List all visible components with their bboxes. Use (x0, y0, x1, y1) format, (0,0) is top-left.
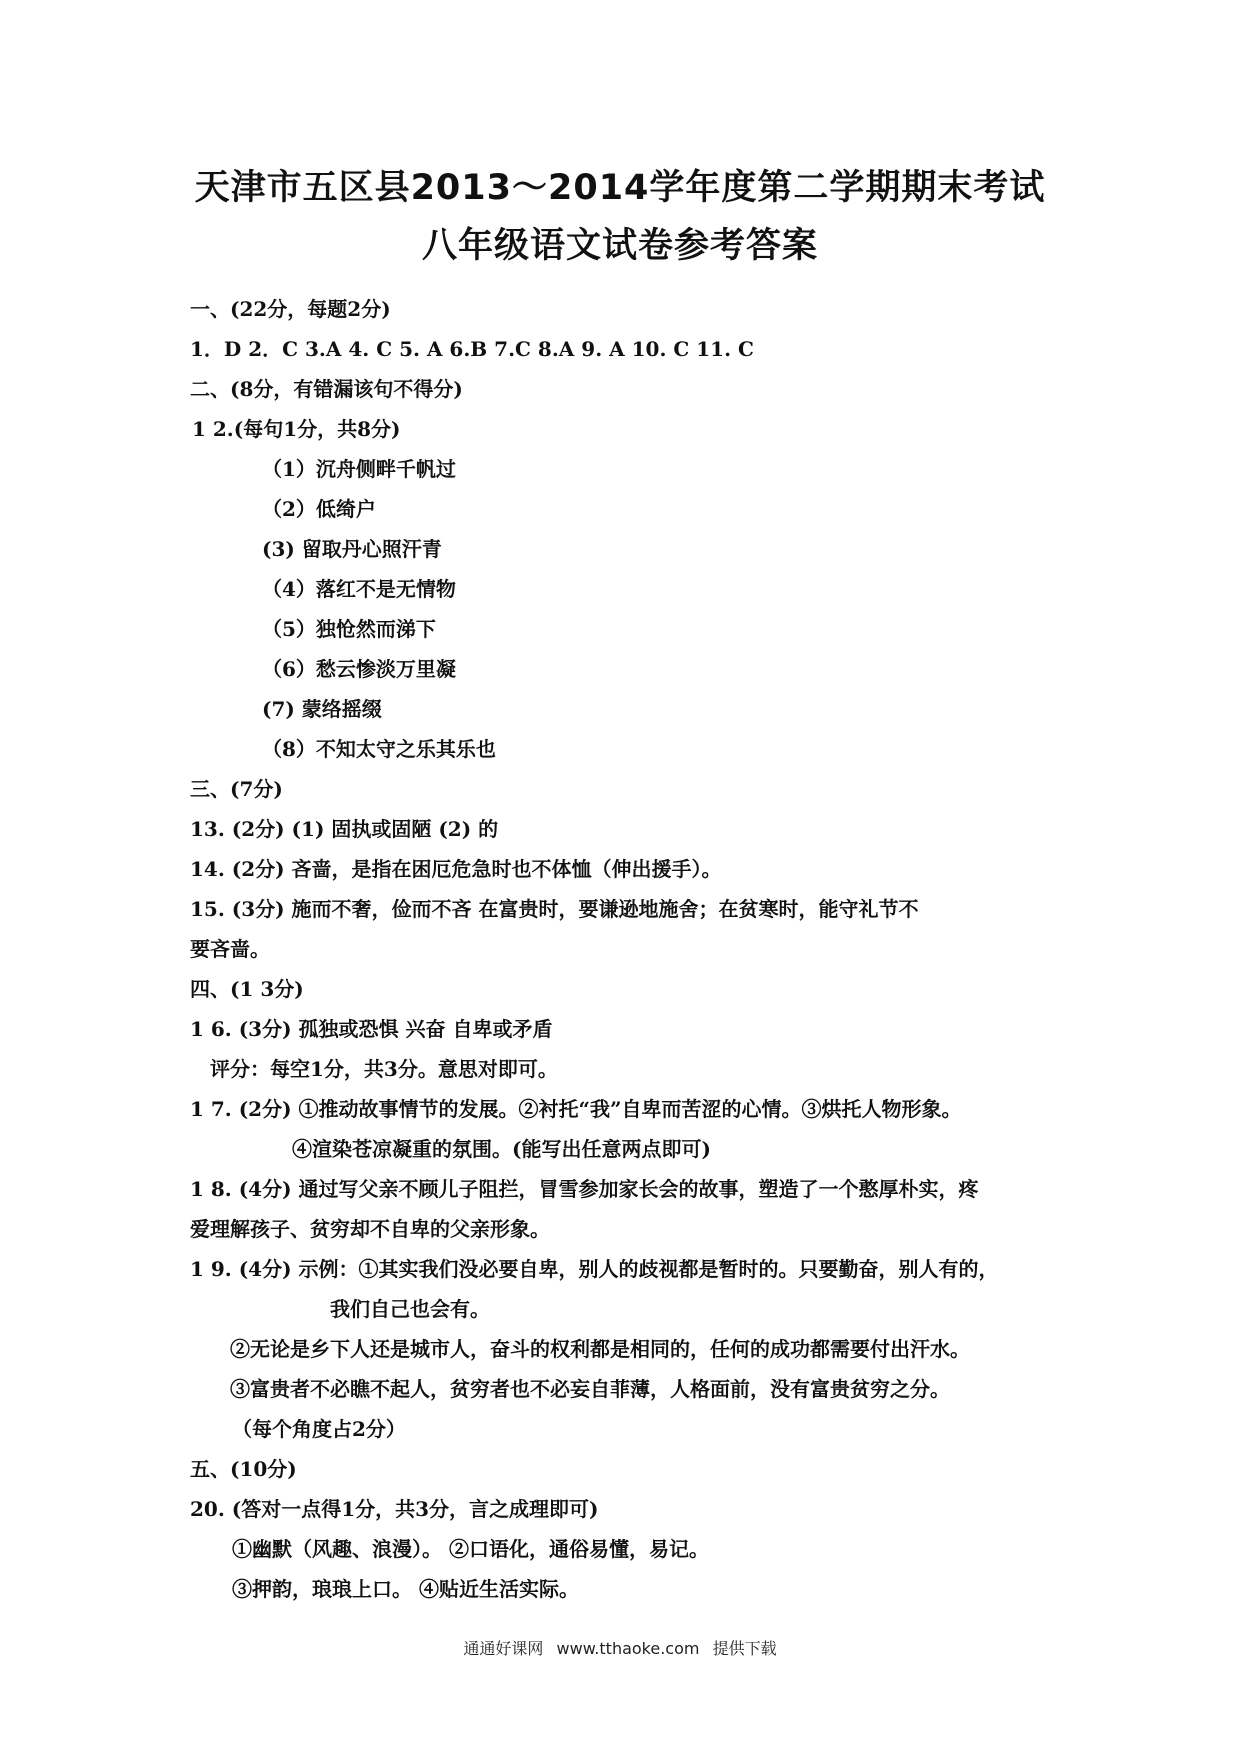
answer-12-6: （6）愁云惨淡万里凝 (262, 657, 456, 681)
answer-17-cont: ④渲染苍凉凝重的氛围。(能写出任意两点即可) (292, 1137, 711, 1161)
scoring-19: （每个角度占2分） (232, 1417, 406, 1441)
answers-q1-11: 1．D 2．C 3.A 4. C 5. A 6.B 7.C 8.A 9. A 10. C 11. C (190, 337, 754, 361)
answer-18: 1 8. (4分) 通过写父亲不顾儿子阻拦，冒雪参加家长会的故事，塑造了一个憨厚朴实，疼 (190, 1177, 979, 1201)
section-heading-1: 一、(22分，每题2分) (190, 297, 391, 321)
question-20: 20. (答对一点得1分，共3分，言之成理即可) (190, 1497, 599, 1521)
footer-site-name: 通通好课网 (463, 1639, 544, 1658)
answer-17: 1 7. (2分) ①推动故事情节的发展。②衬托“我”自卑而苦涩的心情。③烘托人物形象。 (190, 1097, 962, 1121)
footer-suffix: 提供下载 (712, 1639, 777, 1658)
answer-14: 14. (2分) 吝啬，是指在困厄危急时也不体恤（伸出援手）。 (190, 857, 722, 881)
scoring-16: 评分：每空1分，共3分。意思对即可。 (210, 1057, 558, 1081)
answer-15: 15. (3分) 施而不奢，俭而不吝 在富贵时，要谦逊地施舍；在贫寒时，能守礼节不 (190, 897, 919, 921)
answer-18-cont: 爱理解孩子、贫穷却不自卑的父亲形象。 (190, 1217, 550, 1241)
answer-12-4: （4）落红不是无情物 (262, 577, 456, 601)
answer-12-3: (3) 留取丹心照汗青 (262, 537, 442, 561)
question-12: 1 2.(每句1分，共8分) (192, 417, 401, 441)
answer-12-1: （1）沉舟侧畔千帆过 (262, 457, 456, 481)
page-footer (0, 1636, 1240, 1659)
answer-12-5: （5）独怆然而涕下 (262, 617, 436, 641)
document-subtitle: 八年级语文试卷参考答案 (421, 226, 818, 266)
answer-15-cont: 要吝啬。 (190, 937, 270, 961)
section-heading-5: 五、(10分) (190, 1457, 297, 1481)
section-heading-4: 四、(1 3分) (190, 977, 304, 1001)
answer-19-2: ②无论是乡下人还是城市人，奋斗的权利都是相同的，任何的成功都需要付出汗水。 (230, 1337, 970, 1361)
answer-19: 1 9. (4分) 示例：①其实我们没必要自卑，别人的歧视都是暂时的。只要勤奋，别人有的， (190, 1257, 999, 1281)
document-title: 天津市五区县2013～2014学年度第二学期期末考试 (194, 168, 1046, 208)
section-heading-2: 二、(8分，有错漏该句不得分) (190, 377, 463, 401)
answer-12-8: （8）不知太守之乐其乐也 (262, 737, 496, 761)
answer-19-cont: 我们自己也会有。 (330, 1297, 490, 1321)
answer-19-3: ③富贵者不必瞧不起人，贫穷者也不必妄自菲薄，人格面前，没有富贵贫穷之分。 (230, 1377, 950, 1401)
section-heading-3: 三、(7分) (190, 777, 283, 801)
answer-16: 1 6. (3分) 孤独或恐惧 兴奋 自卑或矛盾 (190, 1017, 553, 1041)
answer-13: 13. (2分) (1) 固执或固陋 (2) 的 (190, 817, 499, 841)
answer-12-7: (7) 蒙络摇缀 (262, 697, 382, 721)
footer-url: www.tthaoke.com (556, 1639, 700, 1658)
answer-20-1-2: ①幽默（风趣、浪漫）。 ②口语化，通俗易懂，易记。 (232, 1537, 709, 1561)
answer-20-3-4: ③押韵，琅琅上口。 ④贴近生活实际。 (232, 1577, 579, 1601)
answer-12-2: （2）低绮户 (262, 497, 376, 521)
